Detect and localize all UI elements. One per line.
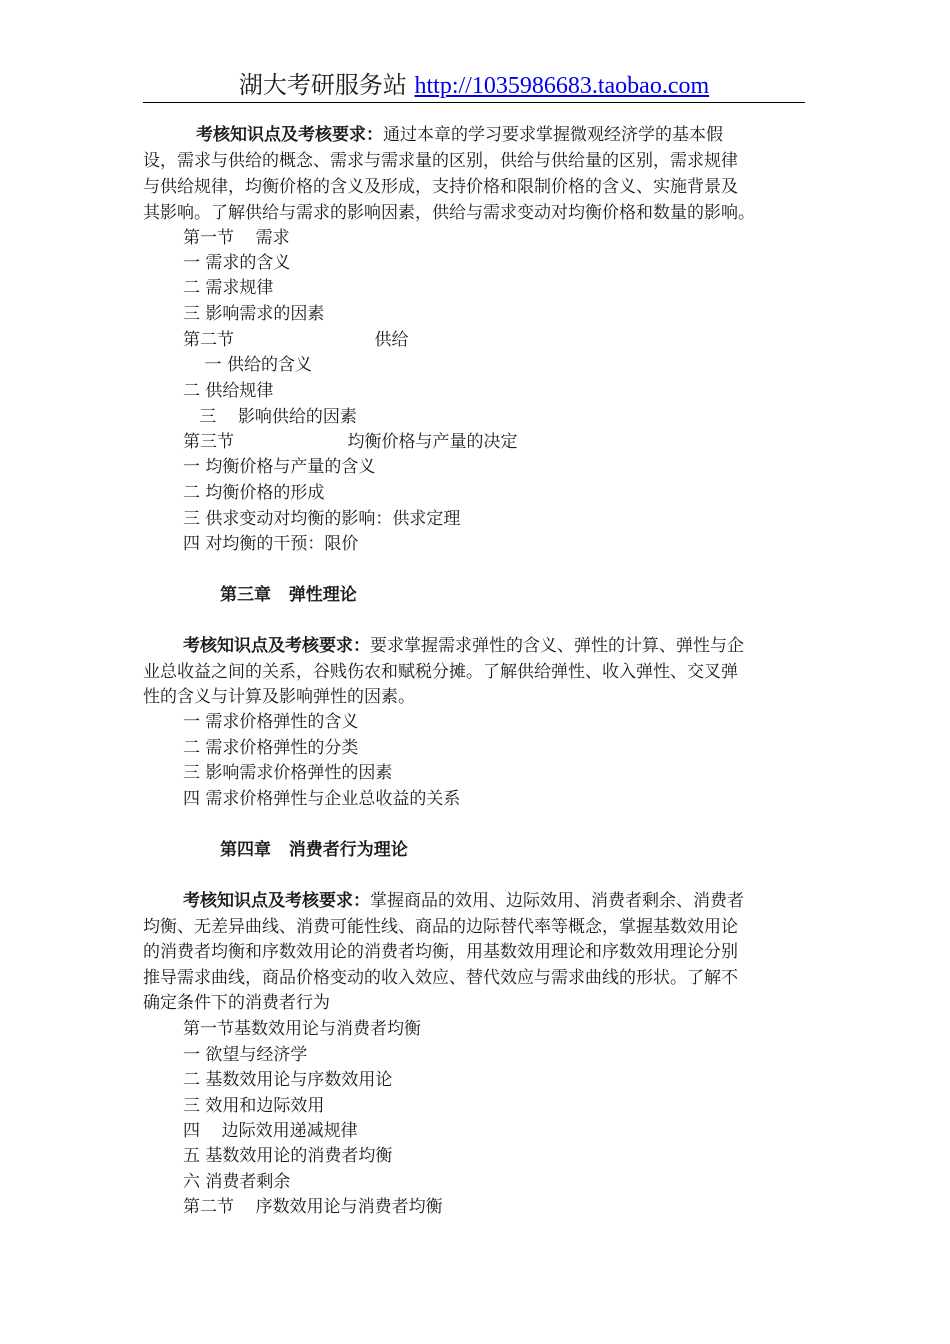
- outline-item: 一 供给的含义: [183, 355, 313, 375]
- requirement-line: 其影响。了解供给与需求的影响因素，供给与需求变动对均衡价格和数量的影响。: [143, 203, 755, 223]
- outline-item: 五 基数效用论的消费者均衡: [183, 1146, 393, 1166]
- requirement-line: 推导需求曲线，商品价格变动的收入效应、替代效应与需求曲线的形状。了解不: [143, 968, 738, 988]
- outline-item: 一 欲望与经济学: [183, 1045, 308, 1065]
- outline-item: 二 基数效用论与序数效用论: [183, 1070, 393, 1090]
- requirement-label: 考核知识点及考核要求：: [183, 636, 370, 656]
- outline-item: 三 影响需求价格弹性的因素: [183, 763, 393, 783]
- outline-item: 第一节 需求: [183, 228, 290, 248]
- outline-item: 三 影响需求的因素: [183, 304, 325, 324]
- requirement-line: 与供给规律，均衡价格的含义及形成，支持价格和限制价格的含义、实施背景及: [143, 177, 738, 197]
- requirement-label: 考核知识点及考核要求：: [196, 125, 383, 145]
- outline-item: 二 均衡价格的形成: [183, 483, 325, 503]
- requirement-line: 确定条件下的消费者行为: [143, 993, 330, 1013]
- outline-item: 第二节 序数效用论与消费者均衡: [183, 1197, 443, 1217]
- chapter-title: 第四章 消费者行为理论: [220, 840, 408, 860]
- shop-link[interactable]: http://1035986683.taobao.com: [414, 73, 710, 99]
- outline-item: 四 需求价格弹性与企业总收益的关系: [183, 789, 461, 809]
- outline-item: 四 边际效用递减规律: [183, 1121, 358, 1141]
- requirement-line: 考核知识点及考核要求：掌握商品的效用、边际效用、消费者剩余、消费者: [183, 891, 744, 911]
- requirement-line: 设，需求与供给的概念、需求与需求量的区别，供给与供给量的区别，需求规律: [143, 151, 738, 171]
- outline-item: 四 对均衡的干预：限价: [183, 534, 359, 554]
- outline-item: 二 需求价格弹性的分类: [183, 738, 359, 758]
- outline-item: 第一节基数效用论与消费者均衡: [183, 1019, 421, 1039]
- requirement-label: 考核知识点及考核要求：: [183, 891, 370, 911]
- requirement-line: 业总收益之间的关系，谷贱伤农和赋税分摊。了解供给弹性、收入弹性、交叉弹: [143, 662, 738, 682]
- requirement-line: 考核知识点及考核要求：通过本章的学习要求掌握微观经济学的基本假: [196, 125, 723, 145]
- requirement-line: 性的含义与计算及影响弹性的因素。: [143, 687, 415, 707]
- chapter-title: 第三章 弹性理论: [220, 585, 357, 605]
- outline-item: 二 供给规律: [183, 381, 274, 401]
- outline-item: 一 需求价格弹性的含义: [183, 712, 359, 732]
- site-name: 湖大考研服务站: [238, 71, 415, 99]
- outline-item: 六 消费者剩余: [183, 1172, 291, 1192]
- outline-item: 第二节 供给: [183, 330, 409, 350]
- outline-item: 三 效用和边际效用: [183, 1096, 325, 1116]
- outline-item: 一 需求的含义: [183, 253, 291, 273]
- outline-item: 第三节 均衡价格与产量的决定: [183, 432, 518, 452]
- outline-item: 二 需求规律: [183, 278, 274, 298]
- outline-item: 三 供求变动对均衡的影响：供求定理: [183, 509, 461, 529]
- requirement-line: 均衡、无差异曲线、消费可能性线、商品的边际替代率等概念，掌握基数效用论: [143, 917, 738, 937]
- requirement-line: 的消费者均衡和序数效用论的消费者均衡，用基数效用理论和序数效用理论分别: [143, 942, 738, 962]
- outline-item: 三 影响供给的因素: [183, 407, 357, 427]
- outline-item: 一 均衡价格与产量的含义: [183, 457, 376, 477]
- page-header: [143, 68, 805, 103]
- requirement-line: 考核知识点及考核要求：要求掌握需求弹性的含义、弹性的计算、弹性与企: [183, 636, 744, 656]
